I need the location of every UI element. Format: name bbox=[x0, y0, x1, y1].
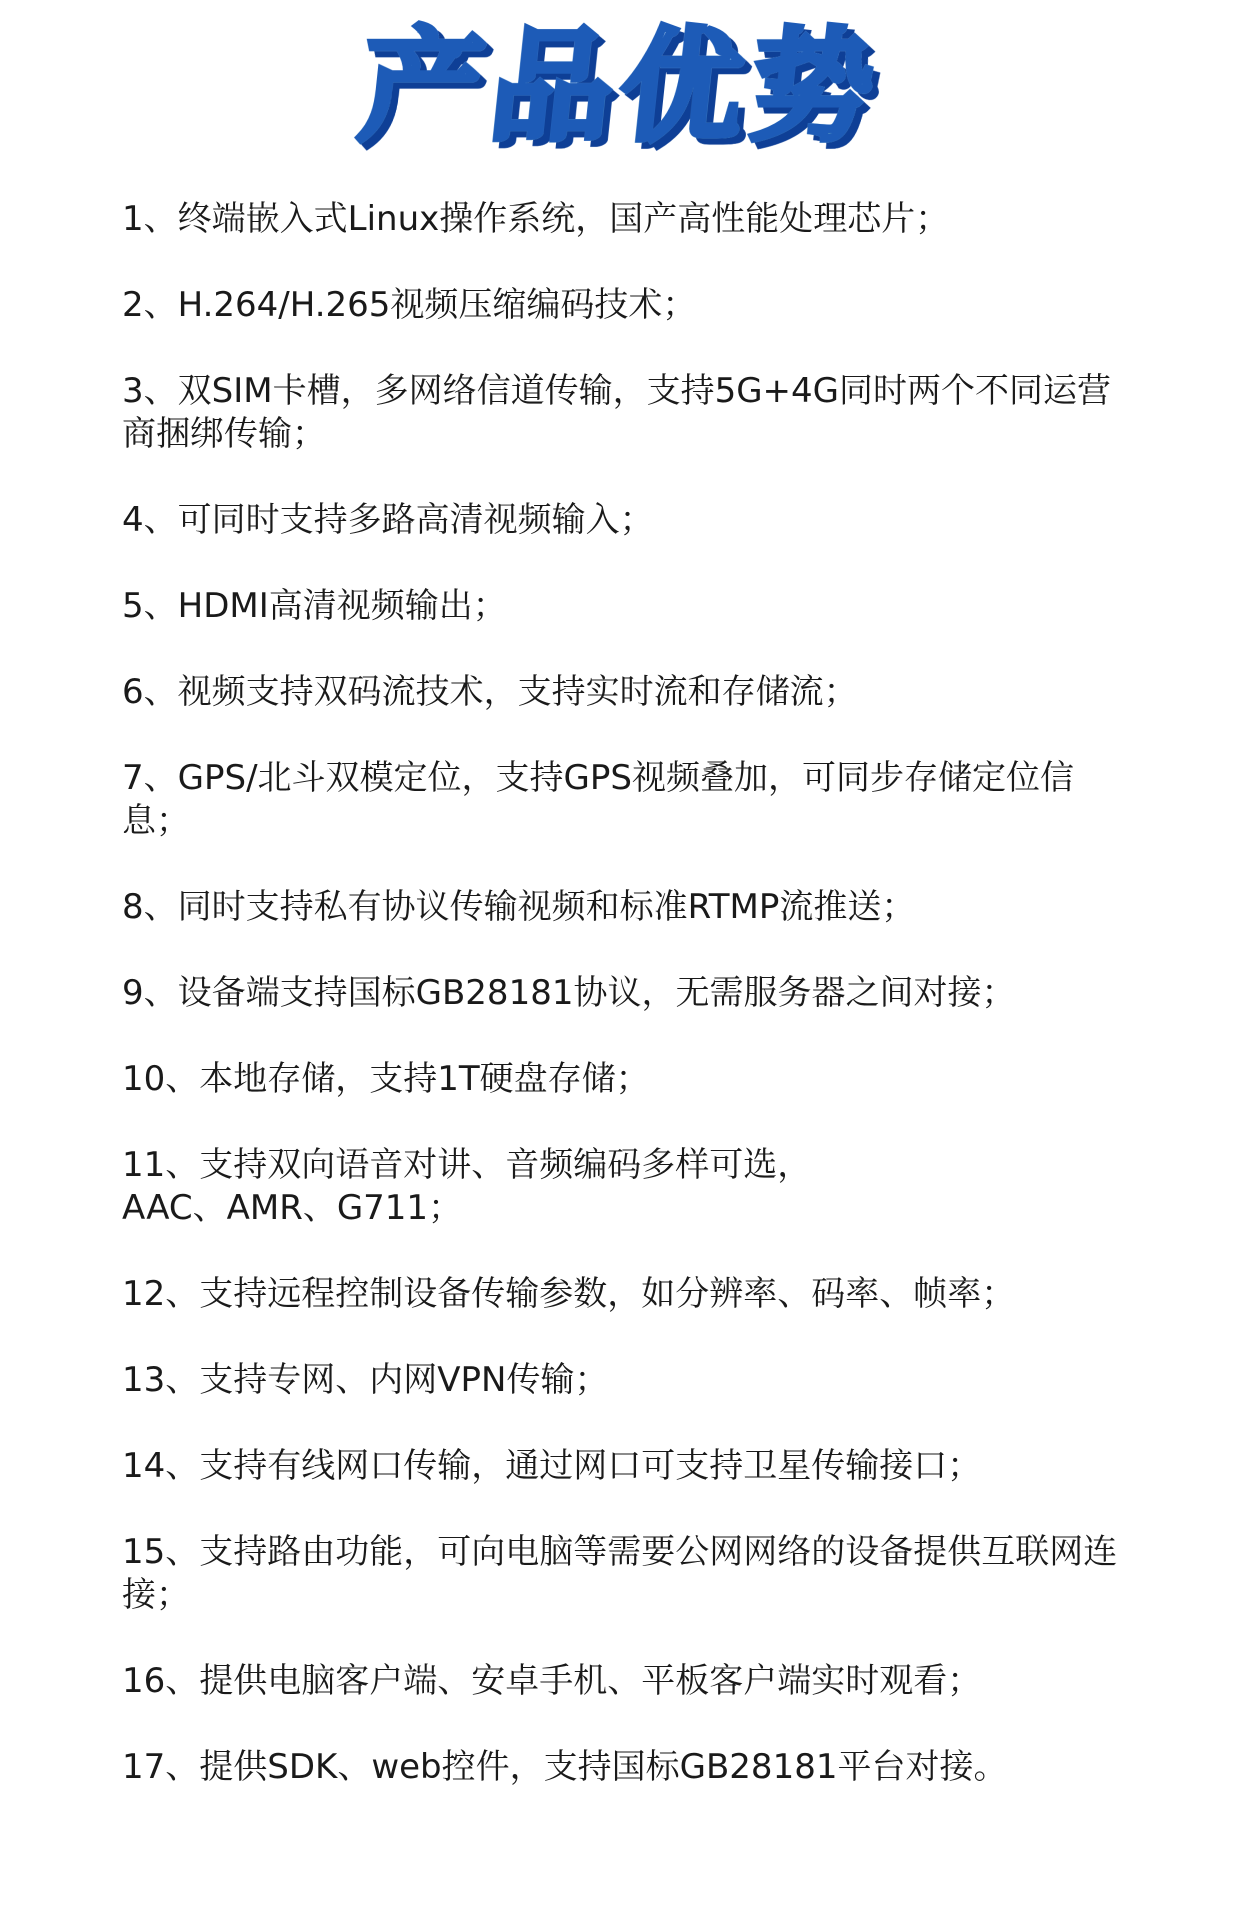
feature-item-7: 7、GPS/北斗双模定位，支持GPS视频叠加，可同步存储定位信息； bbox=[122, 758, 1074, 841]
feature-item-11: 11、支持双向语音对讲、音频编码多样可选， AAC、AMR、G711； bbox=[122, 1145, 812, 1228]
feature-item-5: 5、HDMI高清视频输出； bbox=[122, 586, 507, 626]
feature-item-8: 8、同时支持私有协议传输视频和标准RTMP流推送； bbox=[122, 887, 916, 927]
feature-item-6: 6、视频支持双码流技术，支持实时流和存储流； bbox=[122, 672, 858, 712]
feature-item-16: 16、提供电脑客户端、安卓手机、平板客户端实时观看； bbox=[122, 1661, 982, 1701]
title-banner bbox=[0, 12, 1242, 162]
feature-item-9: 9、设备端支持国标GB28181协议，无需服务器之间对接； bbox=[122, 973, 1016, 1013]
feature-item-1: 1、终端嵌入式Linux操作系统，国产高性能处理芯片； bbox=[122, 199, 950, 239]
feature-item-12: 12、支持远程控制设备传输参数，如分辨率、码率、帧率； bbox=[122, 1274, 1016, 1314]
feature-item-10: 10、本地存储，支持1T硬盘存储； bbox=[122, 1059, 650, 1099]
feature-item-17: 17、提供SDK、web控件，支持国标GB28181平台对接。 bbox=[122, 1747, 1008, 1787]
feature-item-14: 14、支持有线网口传输，通过网口可支持卫星传输接口； bbox=[122, 1446, 982, 1486]
feature-item-15: 15、支持路由功能，可向电脑等需要公网网络的设备提供互联网连接； bbox=[122, 1532, 1118, 1615]
feature-item-2: 2、H.264/H.265视频压缩编码技术； bbox=[122, 285, 697, 325]
feature-item-3: 3、双SIM卡槽，多网络信道传输，支持5G+4G同时两个不同运营商捆绑传输； bbox=[122, 371, 1112, 454]
feature-list bbox=[122, 198, 1132, 1832]
page-title: 产品优势 bbox=[353, 16, 889, 158]
feature-item-13: 13、支持专网、内网VPN传输； bbox=[122, 1360, 609, 1400]
feature-item-4: 4、可同时支持多路高清视频输入； bbox=[122, 500, 654, 540]
